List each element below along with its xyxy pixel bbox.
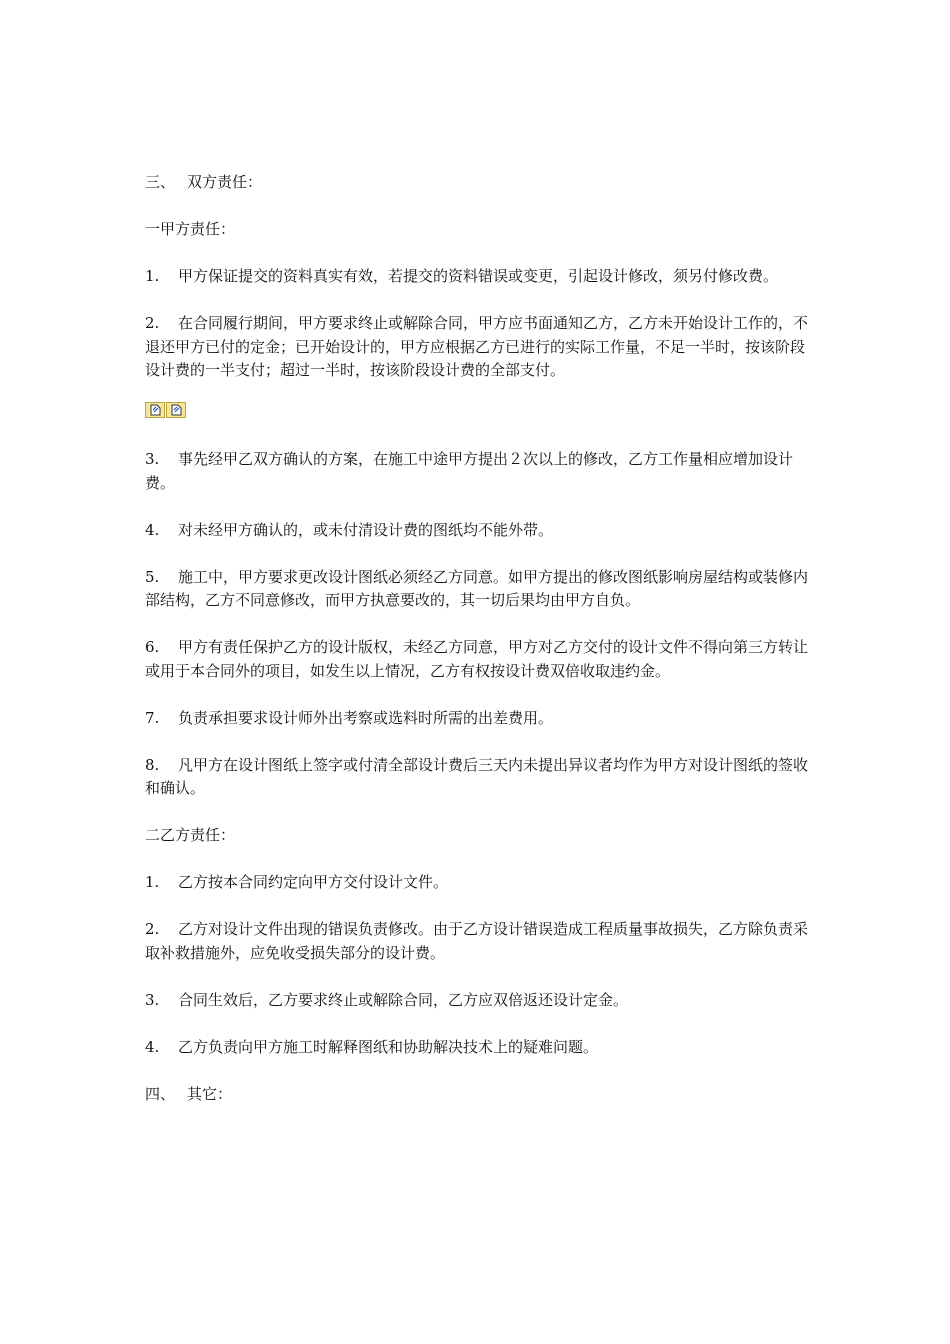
item-text: 凡甲方在设计图纸上签字或付清全部设计费后三天内未提出异议者均作为甲方对设计图纸的签收 <box>178 755 809 774</box>
item-number: 1. <box>145 267 160 285</box>
item-number: 4. <box>145 520 160 539</box>
item-text: 在合同履行期间，甲方要求终止或解除合同，甲方应书面通知乙方，乙方未开始设计工作的，不退还甲方已付的定金；已开始设计的，甲方应根据乙方已进行的实际工作量，不足一半时，按该阶段设计费的一半支付；超过一半时，按该阶段设计费的全部支付。 <box>145 314 809 379</box>
party-a-item-4 <box>145 519 810 543</box>
embedded-icons <box>145 402 810 424</box>
item-text: 合同生效后，乙方要求终止或解除合同，乙方应双倍返还设计定金。 <box>178 990 629 1009</box>
document-icon <box>145 402 165 418</box>
section4-heading <box>145 1083 810 1107</box>
item-text: 乙方按本合同约定向甲方交付设计文件。 <box>178 873 449 891</box>
party-b-heading: 二乙方责任： <box>145 826 236 844</box>
item-number: 2. <box>145 920 160 938</box>
party-b-item-3 <box>145 989 810 1013</box>
item-number: 2. <box>145 314 160 332</box>
item-number: 5. <box>145 567 160 586</box>
party-a-item-5 <box>145 566 810 613</box>
document-body <box>145 171 810 1130</box>
item-text: 甲方有责任保护乙方的设计版权，未经乙方同意，甲方对乙方交付的设计文件不得向第三方转让或用于本合同外的项目，如发生以上情况，乙方有权按设计费双倍收取违约金。 <box>145 638 809 680</box>
section3-heading <box>145 171 810 195</box>
item-number: 8. <box>145 755 160 774</box>
document-icon <box>166 402 186 418</box>
party-a-item-3 <box>145 448 810 495</box>
item-number: 6. <box>145 638 160 656</box>
item-text: 事先经甲乙双方确认的方案，在施工中途甲方提出２次以上的修改，乙方工作量相应增加设计费。 <box>145 450 794 492</box>
party-b-item-4 <box>145 1036 810 1060</box>
party-a-item-6 <box>145 636 810 683</box>
section3-heading-text: 双方责任： <box>187 173 263 191</box>
item-number: 3. <box>145 450 160 468</box>
item-text-continuation: 和确认。 <box>145 779 206 797</box>
item-number: 4. <box>145 1037 160 1056</box>
item-text: 负责承担要求设计师外出考察或选料时所需的出差费用。 <box>178 708 554 727</box>
item-number: 1. <box>145 873 160 891</box>
party-b-item-2 <box>145 918 810 965</box>
item-text: 甲方保证提交的资料真实有效，若提交的资料错误或变更，引起设计修改，须另付修改费。 <box>178 267 779 285</box>
section3-heading-num: 三、 <box>145 173 176 191</box>
item-text: 乙方负责向甲方施工时解释图纸和协助解决技术上的疑难问题。 <box>178 1037 599 1056</box>
item-text: 乙方对设计文件出现的错误负责修改。由于乙方设计错误造成工程质量事故损失，乙方除负责采取补救措施外，应免收受损失部分的设计费。 <box>145 920 809 962</box>
party-b-item-1 <box>145 871 810 895</box>
section4-heading-text: 其它： <box>187 1084 233 1103</box>
item-number: 3. <box>145 990 160 1009</box>
item-text: 对未经甲方确认的，或未付清设计费的图纸均不能外带。 <box>178 520 554 539</box>
party-a-item-1 <box>145 265 810 289</box>
section4-heading-num: 四、 <box>145 1084 176 1103</box>
party-a-item-2 <box>145 312 810 383</box>
item-number: 7. <box>145 708 160 727</box>
party-a-heading: 一甲方责任： <box>145 220 236 238</box>
party-a-item-8 <box>145 754 810 801</box>
item-text: 施工中，甲方要求更改设计图纸必须经乙方同意。如甲方提出的修改图纸影响房屋结构或装修内部结构，乙方不同意修改，而甲方执意要改的，其一切后果均由甲方自负。 <box>145 567 809 609</box>
party-a-item-7 <box>145 707 810 731</box>
